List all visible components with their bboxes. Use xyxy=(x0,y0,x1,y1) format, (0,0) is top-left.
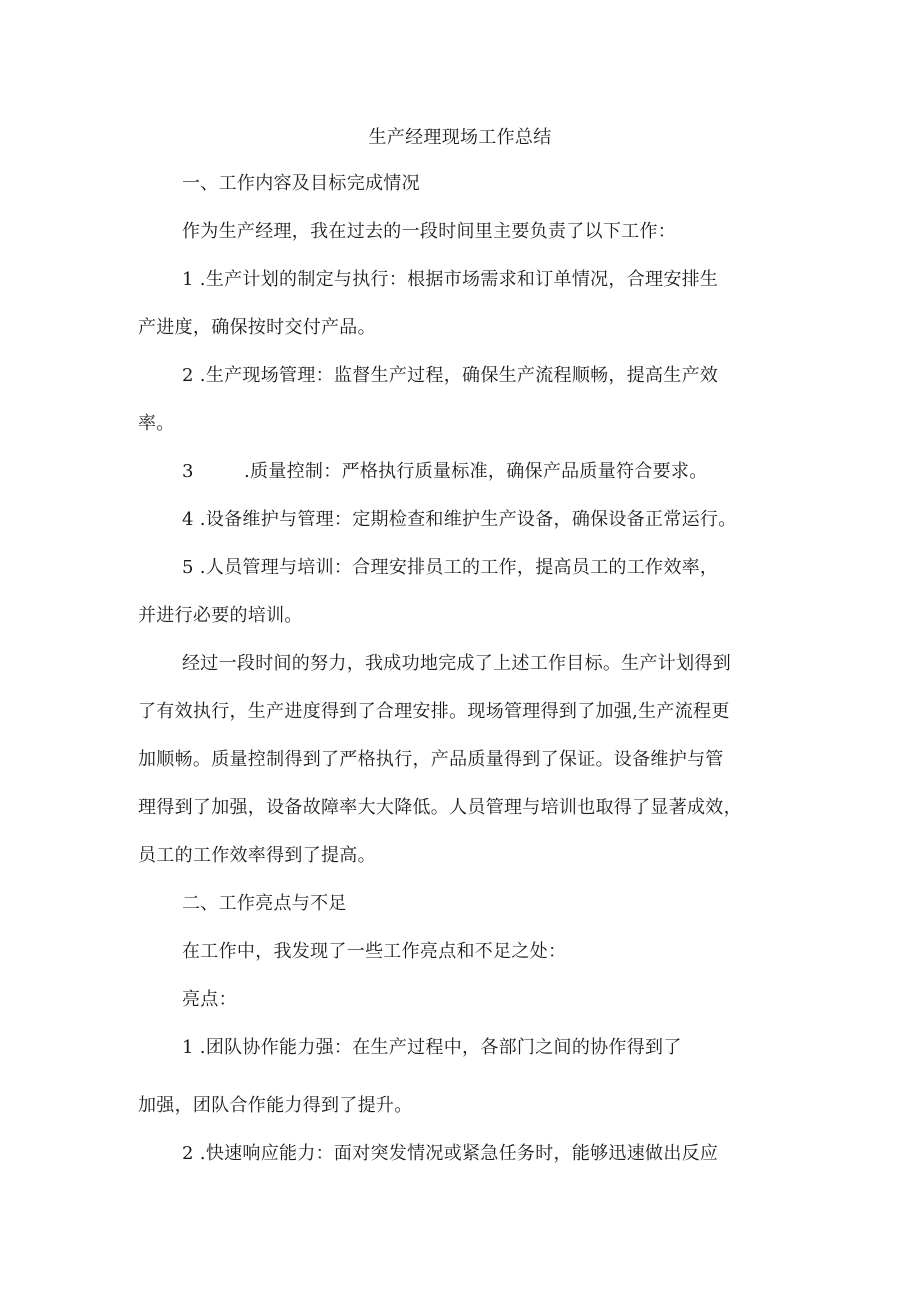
list-item-5 xyxy=(182,556,718,580)
section-2-heading: 二、工作亮点与不足 xyxy=(182,893,347,914)
highlight-item-2 xyxy=(182,1142,718,1166)
section-1-heading: 一、工作内容及目标完成情况 xyxy=(182,173,420,194)
summary-line-2: 了有效执行，生产进度得到了合理安排。现场管理得到了加强,生产流程更 xyxy=(138,701,730,722)
list-item-text: .团队协作能力强：在生产过程中，各部门之间的协作得到了 xyxy=(199,1037,682,1058)
list-item-2 xyxy=(182,364,718,388)
highlights-label: 亮点： xyxy=(182,989,237,1010)
summary-line-4: 理得到了加强，设备故障率大大降低。人员管理与培训也取得了显著成效， xyxy=(138,797,742,818)
list-item-number: 2 xyxy=(182,365,194,386)
section-2-intro: 在工作中，我发现了一些工作亮点和不足之处： xyxy=(182,941,567,962)
list-item-number: 1 xyxy=(182,1037,194,1058)
highlight-item-1 xyxy=(182,1036,682,1060)
list-item-4 xyxy=(182,508,737,532)
page-title: 生产经理现场工作总结 xyxy=(368,127,552,148)
list-item-number: 4 xyxy=(182,509,194,530)
list-item-text: .人员管理与培训：合理安排员工的工作，提高员工的工作效率， xyxy=(199,557,719,578)
list-item-1 xyxy=(182,268,718,292)
highlight-item-1-continuation: 加强，团队合作能力得到了提升。 xyxy=(138,1095,413,1116)
list-item-number: 2 xyxy=(182,1143,194,1164)
list-item-number: 5 xyxy=(182,557,194,578)
summary-line-5: 员工的工作效率得到了提高。 xyxy=(138,845,376,866)
list-item-3 xyxy=(182,460,708,484)
list-item-text: .快速响应能力：面对突发情况或紧急任务时，能够迅速做出反应 xyxy=(199,1143,719,1164)
section-1-intro: 作为生产经理，我在过去的一段时间里主要负责了以下工作： xyxy=(182,221,677,242)
summary-line-1: 经过一段时间的努力，我成功地完成了上述工作目标。生产计划得到 xyxy=(182,653,731,674)
list-item-number: 3 xyxy=(182,461,194,482)
summary-line-3: 加顺畅。质量控制得到了严格执行，产品质量得到了保证。设备维护与管 xyxy=(138,749,724,770)
list-item-text: .质量控制：严格执行质量标准，确保产品质量符合要求。 xyxy=(244,461,708,482)
list-item-text: .生产计划的制定与执行：根据市场需求和订单情况，合理安排生 xyxy=(199,269,719,290)
list-item-number: 1 xyxy=(182,269,194,290)
list-item-1-continuation: 产进度，确保按时交付产品。 xyxy=(138,317,376,338)
list-item-5-continuation: 并进行必要的培训。 xyxy=(138,605,303,626)
list-item-text: .生产现场管理：监督生产过程，确保生产流程顺畅，提高生产效 xyxy=(199,365,719,386)
list-item-text: .设备维护与管理：定期检查和维护生产设备，确保设备正常运行。 xyxy=(199,509,737,530)
list-item-2-continuation: 率。 xyxy=(138,413,175,434)
